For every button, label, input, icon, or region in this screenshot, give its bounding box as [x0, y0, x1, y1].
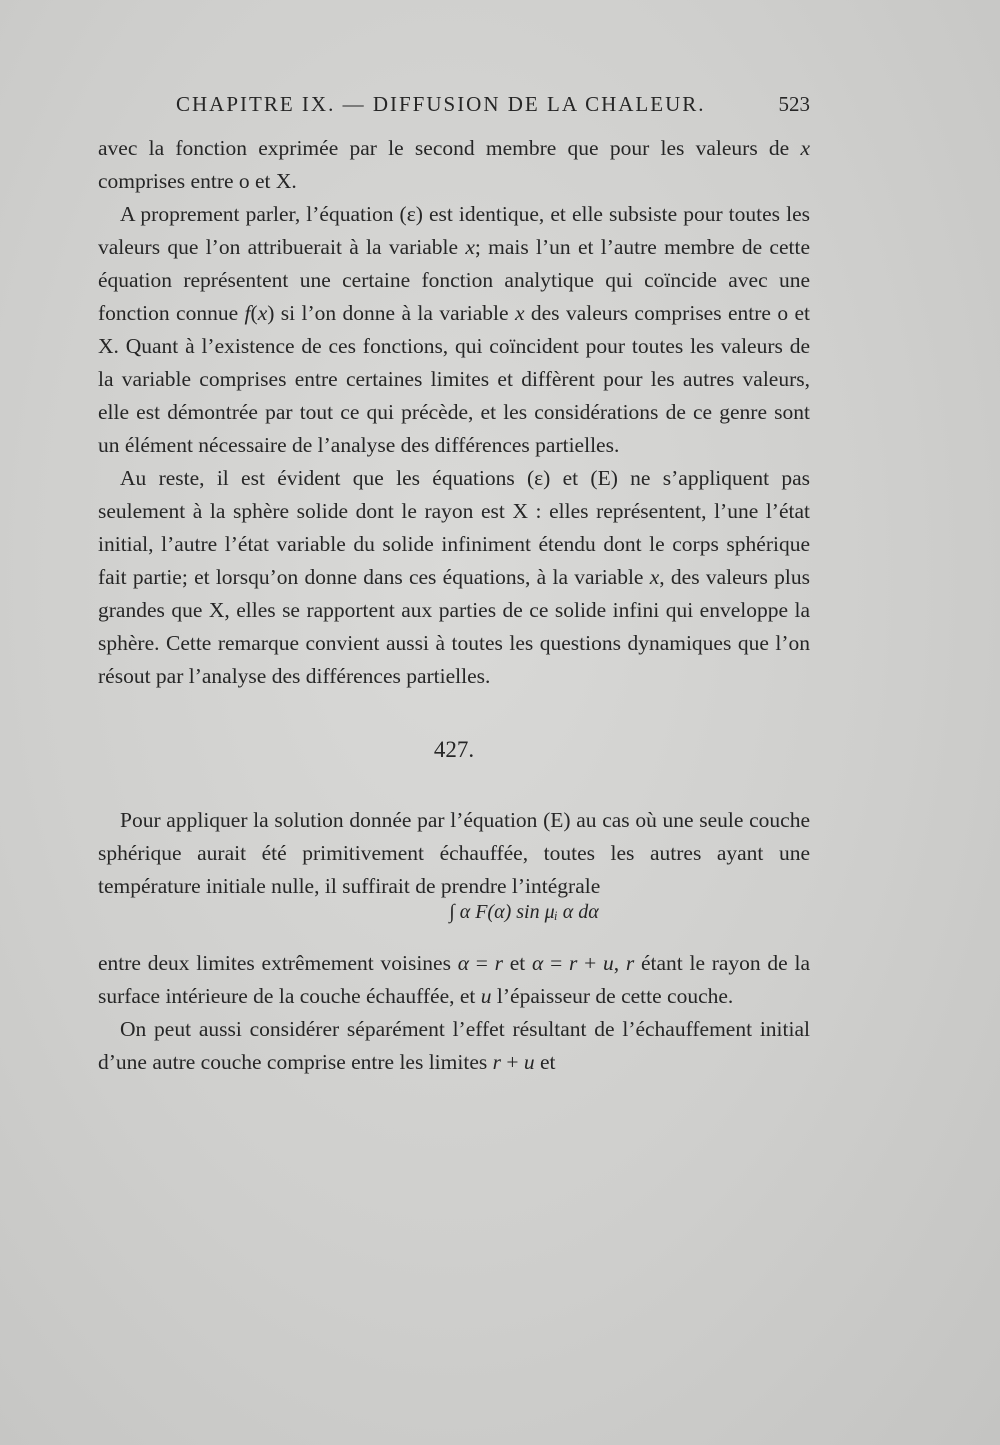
text-run: On peut aussi considérer séparément l’effet résultant de l’échauffement initial d’une autre couche comprise entre les limites	[98, 1017, 810, 1074]
section-number: 427.	[433, 737, 475, 762]
page-number: 523	[778, 92, 810, 116]
page-body	[98, 132, 810, 1079]
text-run: étant le rayon de la surface intérieure de la couche échauffée, et	[98, 951, 810, 1008]
math-symbol: r	[625, 951, 635, 975]
paragraph-p2	[98, 198, 810, 462]
text-run: ) si l’on donne à la variable	[267, 301, 515, 325]
paragraph-p1	[98, 132, 810, 198]
paragraphs-end	[98, 947, 810, 1079]
text-run: entre deux limites extrêmement voisines	[98, 951, 458, 975]
text-run: Pour appliquer la solution donnée par l’équation (E) au cas où une seule couche sphérique aurait été primitivement échauffée, toutes les autres ayant une température initiale nulle, il suffirait de prendre l’intégrale	[98, 808, 810, 898]
math-symbol: r	[492, 1050, 501, 1074]
text-run: ; mais l’un et l’autre membre de cette équation représentent une certaine fonction analytique qui coïncide avec une fonction connue	[98, 235, 810, 325]
text-run: l’épaisseur de cette couche.	[491, 984, 734, 1008]
text-run: et	[503, 951, 533, 975]
text-run: des valeurs comprises entre o et X. Quant à l’existence de ces fonctions, qui coïncident pour toutes les valeurs de la variable comprises entre certaines limites et diffèrent pour les autres valeurs, elle est démontrée par tout ce qui précède, et les considérations de ce genre sont un élément nécessaire de l’analyse des différences partielles.	[98, 301, 810, 457]
integral-formula: ∫ α F(α) sin μᵢ α dα	[449, 901, 599, 923]
math-symbol: f	[244, 301, 251, 325]
text-run: +	[577, 951, 603, 975]
chapter-title: CHAPITRE IX. — DIFFUSION DE LA CHALEUR.	[176, 92, 706, 116]
math-symbol: x	[800, 136, 810, 160]
math-symbol: x	[465, 235, 475, 259]
text-run: =	[543, 951, 569, 975]
text-run: et	[534, 1050, 556, 1074]
math-symbol: r	[568, 951, 578, 975]
text-run: +	[501, 1050, 524, 1074]
math-symbol: u	[523, 1050, 535, 1074]
math-symbol: x	[257, 301, 268, 325]
paragraphs-before-section	[98, 132, 810, 693]
text-run: , des valeurs plus grandes que X, elles se rapportent aux parties de ce solide infini qui enveloppe la sphère. Cette remarque convient aussi à toutes les questions dynamiques que l’on résout par l’analyse des différences partielles.	[98, 565, 810, 688]
text-run: (	[250, 301, 258, 325]
math-symbol: x	[649, 565, 660, 589]
text-run: =	[469, 951, 495, 975]
text-run: Au reste, il est évident que les équations (ε) et (E) ne s’appliquent pas seulement à la sphère solide dont le rayon est X : elles représentent, l’une l’état initial, l’autre l’état variable du solide infiniment étendu dont le corps sphérique fait partie; et lorsqu’on donne dans ces équations, à la variable	[98, 466, 810, 589]
math-symbol: u	[480, 984, 492, 1008]
text-run: avec la fonction exprimée par le second membre que pour les valeurs de	[98, 136, 801, 160]
math-symbol: α	[532, 951, 544, 975]
math-symbol: u	[602, 951, 614, 975]
running-header	[176, 92, 810, 117]
math-symbol: α	[457, 951, 470, 975]
paragraph-p6	[98, 1013, 810, 1079]
paragraph-p3	[98, 462, 810, 693]
math-symbol: r	[494, 951, 504, 975]
text-run: comprises entre o et X.	[98, 169, 297, 193]
paragraph-p4	[98, 804, 810, 903]
text-run: ,	[613, 951, 626, 975]
text-run: A proprement parler, l’équation (ε) est identique, et elle subsiste pour toutes les valeurs que l’on attribuerait à la variable	[98, 202, 810, 259]
paragraph-p5	[98, 947, 810, 1013]
math-symbol: x	[514, 301, 525, 325]
paragraphs-after-section	[98, 804, 810, 903]
